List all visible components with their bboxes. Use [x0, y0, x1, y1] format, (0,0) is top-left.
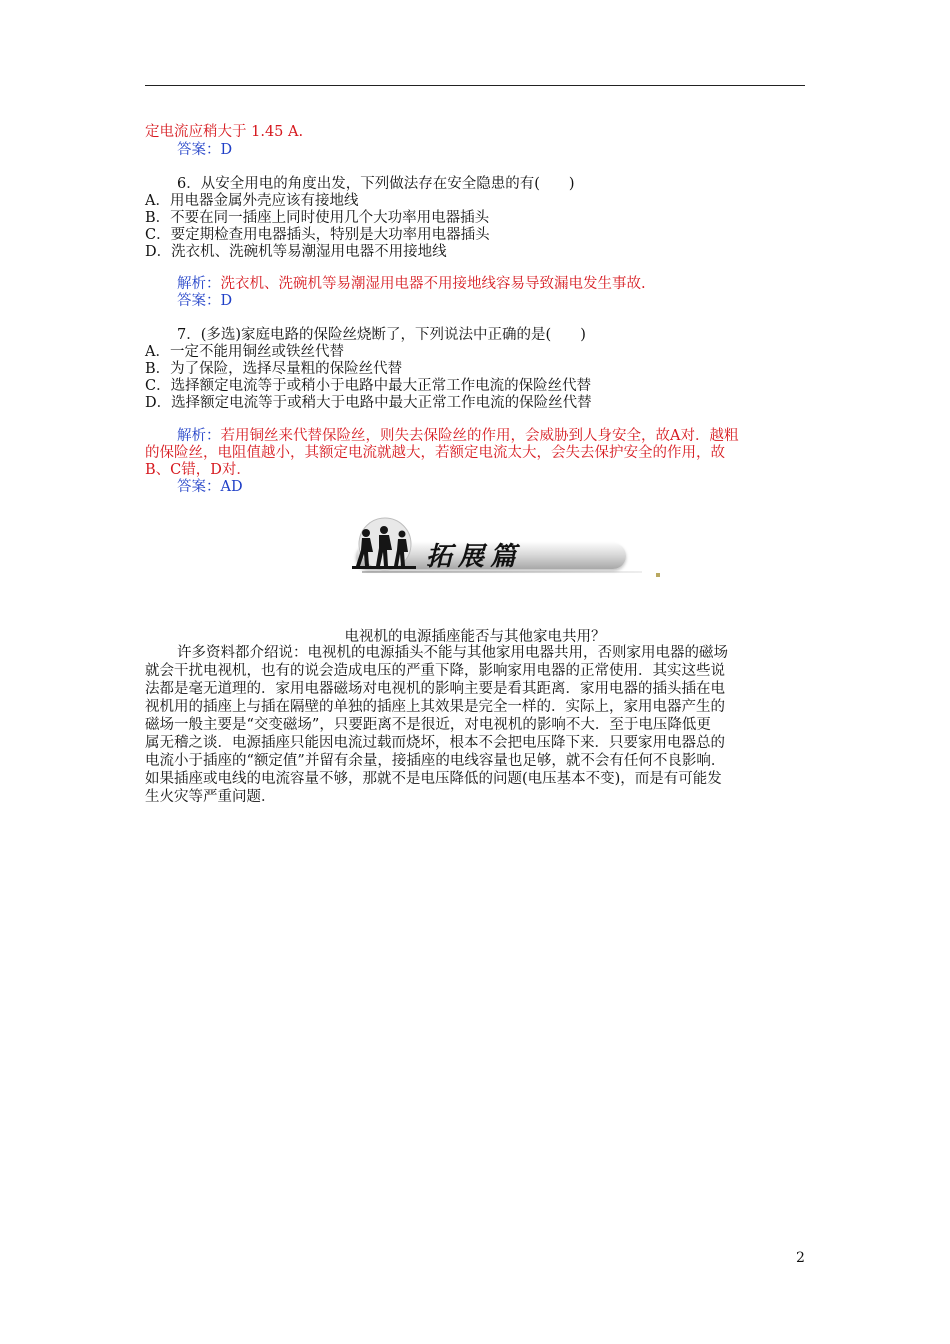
- answer-label: 答案：: [177, 479, 221, 495]
- prev-answer: [177, 142, 857, 159]
- answer-label: 答案：: [177, 293, 221, 309]
- q6-analysis: [177, 276, 857, 293]
- reading-line-5: 磁场一般主要是“交变磁场”，只要距离不是很近，对电视机的影响不大．至于电压降低更: [145, 717, 711, 733]
- decorative-dot: [656, 573, 660, 577]
- figures-logo-icon: [346, 516, 424, 574]
- q7-option-c: C．选择额定电流等于或稍小于电路中最大正常工作电流的保险丝代替: [145, 378, 592, 394]
- answer-value: AD: [220, 479, 243, 495]
- q7-analysis-line-2: 的保险丝，电阻值越小，其额定电流就越大，若额定电流太大，会失去保护安全的作用，故: [145, 445, 725, 461]
- q7-analysis-line-1: [177, 428, 857, 445]
- reading-line-4: 视机用的插座上与插在隔壁的单独的插座上其效果是完全一样的．实际上，家用电器产生的: [145, 699, 725, 715]
- q6-option-c: C．要定期检查用电器插头，特别是大功率用电器插头: [145, 227, 490, 243]
- reading-line-6: 属无稽之谈．电源插座只能因电流过载而烧坏，根本不会把电压降下来．只要家用电器总的: [145, 735, 725, 751]
- q7-option-d: D．选择额定电流等于或稍大于电路中最大正常工作电流的保险丝代替: [145, 395, 592, 411]
- answer-label: 答案：: [177, 142, 221, 158]
- q6-stem: 6．从安全用电的角度出发，下列做法存在安全隐患的有( ): [177, 176, 575, 192]
- q7-option-b: B．为了保险，选择尽量粗的保险丝代替: [145, 361, 403, 377]
- header-rule: [145, 85, 805, 86]
- reading-line-7: 电流小于插座的“额定值”并留有余量，接插座的电线容量也足够，就不会有任何不良影响．: [145, 753, 726, 769]
- reading-line-2: 就会干扰电视机，也有的说会造成电压的严重下降，影响家用电器的正常使用．其实这些说: [145, 663, 725, 679]
- q6-option-b: B．不要在同一插座上同时使用几个大功率用电器插头: [145, 210, 490, 226]
- prev-analysis-tail: 定电流应稍大于 1.45 A.: [145, 124, 304, 140]
- analysis-label: 解析：: [177, 276, 221, 292]
- page-number: 2: [796, 1250, 805, 1266]
- reading-line-1: 许多资料都介绍说：电视机的电源插头不能与其他家用电器共用，否则家用电器的磁场: [177, 645, 728, 661]
- section-banner: [322, 516, 662, 578]
- reading-title: 电视机的电源插座能否与其他家电共用？: [344, 629, 606, 645]
- q7-analysis-line-3: B、C错，D对．: [145, 462, 251, 478]
- analysis-text: 洗衣机、洗碗机等易潮湿用电器不用接地线容易导致漏电发生事故.: [220, 276, 646, 292]
- q7-answer: [177, 479, 857, 496]
- answer-value: D: [220, 293, 233, 309]
- q7-option-a: A．一定不能用铜丝或铁丝代替: [145, 344, 344, 360]
- q7-stem: 7．(多选)家庭电路的保险丝烧断了，下列说法中正确的是( ): [177, 327, 586, 343]
- reading-line-3: 法都是毫无道理的．家用电器磁场对电视机的影响主要是看其距离．家用电器的插头插在电: [145, 681, 725, 697]
- q6-answer: [177, 293, 857, 310]
- reading-line-8: 如果插座或电线的电流容量不够，那就不是电压降低的问题(电压基本不变)，而是有可能发: [145, 771, 722, 787]
- q6-option-d: D．洗衣机、洗碗机等易潮湿用电器不用接地线: [145, 244, 447, 260]
- q6-option-a: A．用电器金属外壳应该有接地线: [145, 193, 359, 209]
- reading-line-9: 生火灾等严重问题．: [145, 789, 276, 805]
- answer-value: D: [220, 142, 233, 158]
- analysis-text: 若用铜丝来代替保险丝，则失去保险丝的作用，会威胁到人身安全，故A对．越粗: [220, 428, 739, 444]
- analysis-label: 解析：: [177, 428, 221, 444]
- banner-title: 拓展篇: [426, 542, 523, 572]
